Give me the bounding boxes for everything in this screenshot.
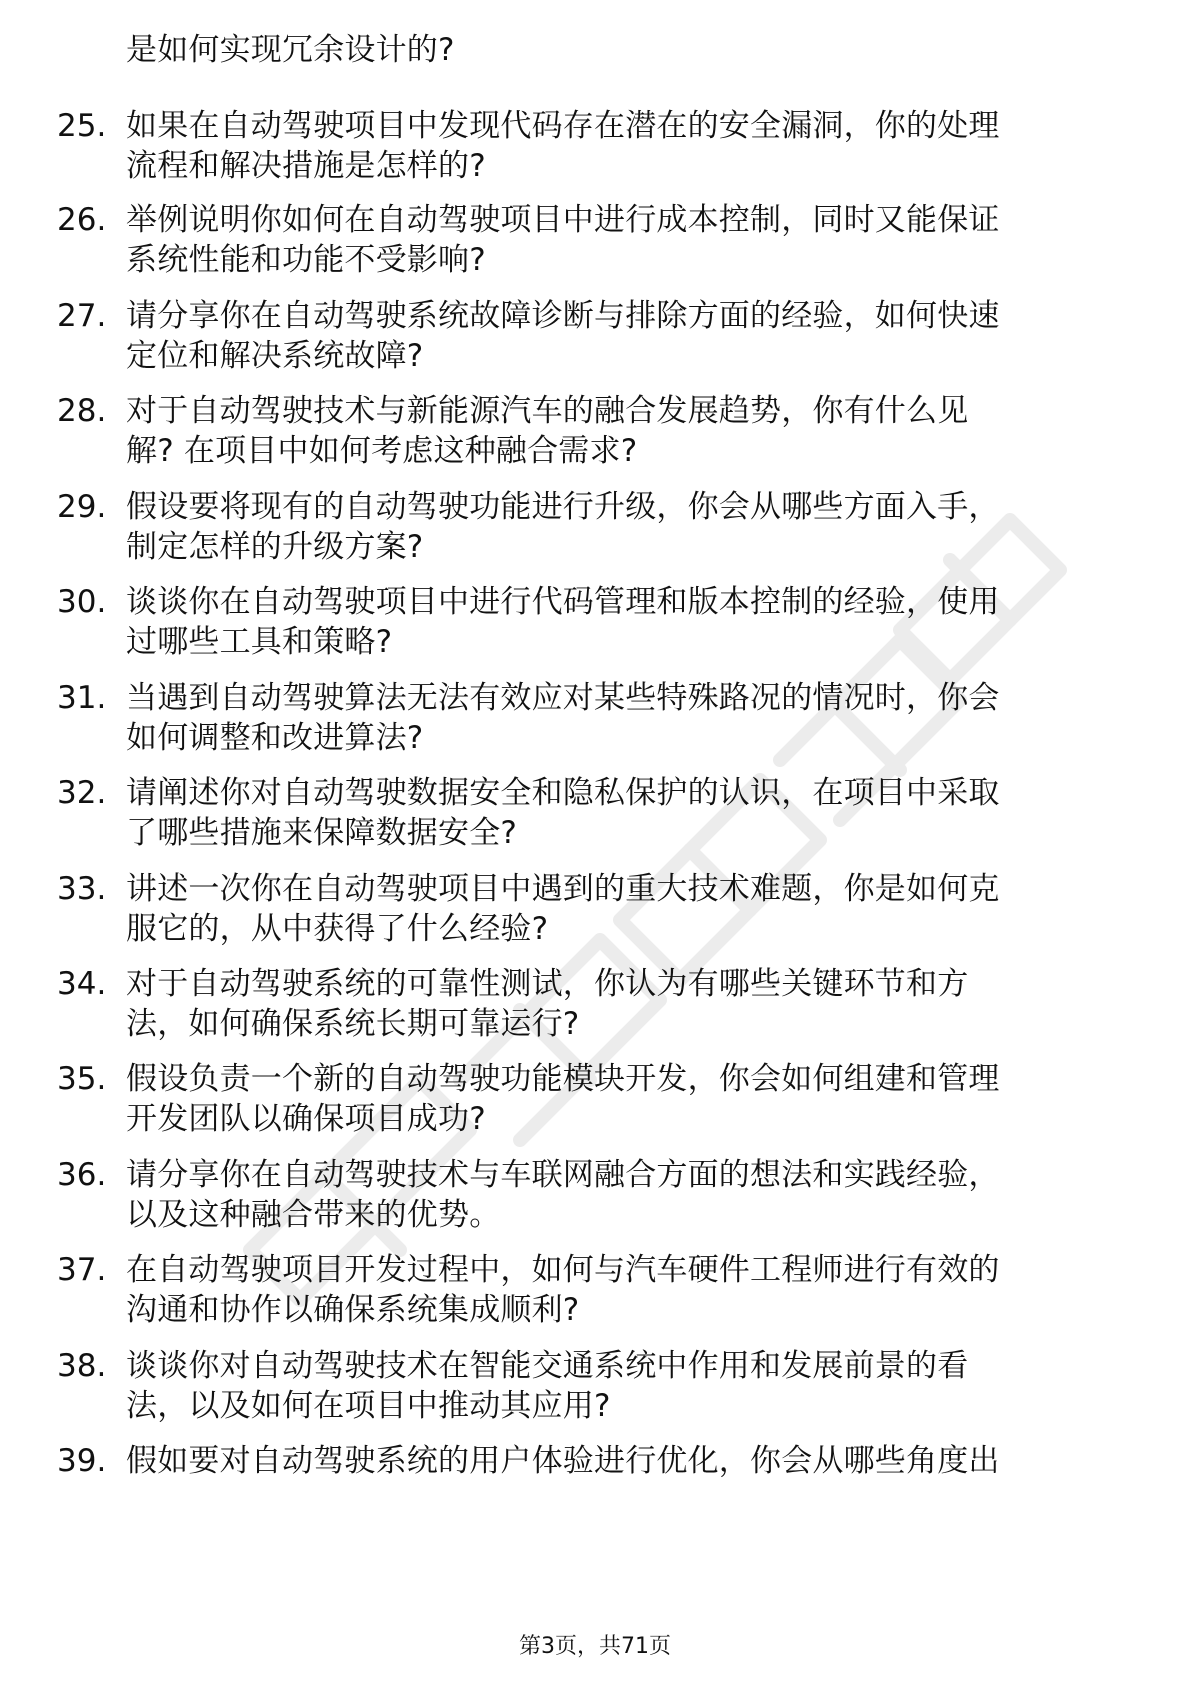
question-line: 对于自动驾驶系统的可靠性测试，你认为有哪些关键环节和方 bbox=[126, 966, 969, 1002]
question-line: 举例说明你如何在自动驾驶项目中进行成本控制，同时又能保证 bbox=[126, 202, 1000, 238]
question-line: 定位和解决系统故障? bbox=[126, 338, 424, 374]
question-number: 32. bbox=[57, 775, 107, 811]
question-line: 了哪些措施来保障数据安全? bbox=[126, 815, 518, 851]
question-line: 法，如何确保系统长期可靠运行? bbox=[126, 1006, 580, 1042]
question-line: 流程和解决措施是怎样的? bbox=[126, 148, 486, 184]
question-line: 请分享你在自动驾驶技术与车联网融合方面的想法和实践经验， bbox=[126, 1157, 1000, 1193]
question-line: 讲述一次你在自动驾驶项目中遇到的重大技术难题，你是如何克 bbox=[126, 871, 1000, 907]
question-line: 假设负责一个新的自动驾驶功能模块开发，你会如何组建和管理 bbox=[126, 1061, 1000, 1097]
question-line: 谈谈你在自动驾驶项目中进行代码管理和版本控制的经验，使用 bbox=[126, 584, 1000, 620]
continuation-text: 是如何实现冗余设计的? bbox=[126, 32, 455, 68]
question-line: 谈谈你对自动驾驶技术在智能交通系统中作用和发展前景的看 bbox=[126, 1348, 969, 1384]
question-number: 35. bbox=[57, 1061, 107, 1097]
question-number: 37. bbox=[57, 1252, 107, 1288]
question-line: 系统性能和功能不受影响? bbox=[126, 242, 486, 278]
question-number: 39. bbox=[57, 1443, 107, 1479]
page-footer: 第3页，共71页 bbox=[519, 1634, 671, 1659]
question-line: 过哪些工具和策略? bbox=[126, 624, 393, 660]
question-line: 解? 在项目中如何考虑这种融合需求? bbox=[126, 433, 638, 469]
question-number: 27. bbox=[57, 298, 107, 334]
question-number: 33. bbox=[57, 871, 107, 907]
question-line: 沟通和协作以确保系统集成顺利? bbox=[126, 1292, 580, 1328]
question-number: 36. bbox=[57, 1157, 107, 1193]
question-line: 如何调整和改进算法? bbox=[126, 720, 424, 756]
question-line: 制定怎样的升级方案? bbox=[126, 529, 424, 565]
question-number: 38. bbox=[57, 1348, 107, 1384]
question-line: 假设要将现有的自动驾驶功能进行升级，你会从哪些方面入手， bbox=[126, 489, 1000, 525]
question-line: 请阐述你对自动驾驶数据安全和隐私保护的认识，在项目中采取 bbox=[126, 775, 1000, 811]
question-number: 28. bbox=[57, 393, 107, 429]
question-line: 对于自动驾驶技术与新能源汽车的融合发展趋势，你有什么见 bbox=[126, 393, 969, 429]
question-number: 34. bbox=[57, 966, 107, 1002]
question-line: 以及这种融合带来的优势。 bbox=[126, 1197, 501, 1233]
question-number: 30. bbox=[57, 584, 107, 620]
question-line: 如果在自动驾驶项目中发现代码存在潜在的安全漏洞，你的处理 bbox=[126, 108, 1000, 144]
question-line: 服它的，从中获得了什么经验? bbox=[126, 911, 549, 947]
question-number: 25. bbox=[57, 108, 107, 144]
question-line: 开发团队以确保项目成功? bbox=[126, 1101, 486, 1137]
question-line: 请分享你在自动驾驶系统故障诊断与排除方面的经验，如何快速 bbox=[126, 298, 1000, 334]
question-number: 26. bbox=[57, 202, 107, 238]
question-line: 假如要对自动驾驶系统的用户体验进行优化，你会从哪些角度出 bbox=[126, 1443, 1000, 1479]
question-line: 法，以及如何在项目中推动其应用? bbox=[126, 1388, 611, 1424]
question-line: 当遇到自动驾驶算法无法有效应对某些特殊路况的情况时，你会 bbox=[126, 680, 1000, 716]
question-line: 在自动驾驶项目开发过程中，如何与汽车硬件工程师进行有效的 bbox=[126, 1252, 1000, 1288]
question-number: 29. bbox=[57, 489, 107, 525]
question-number: 31. bbox=[57, 680, 107, 716]
